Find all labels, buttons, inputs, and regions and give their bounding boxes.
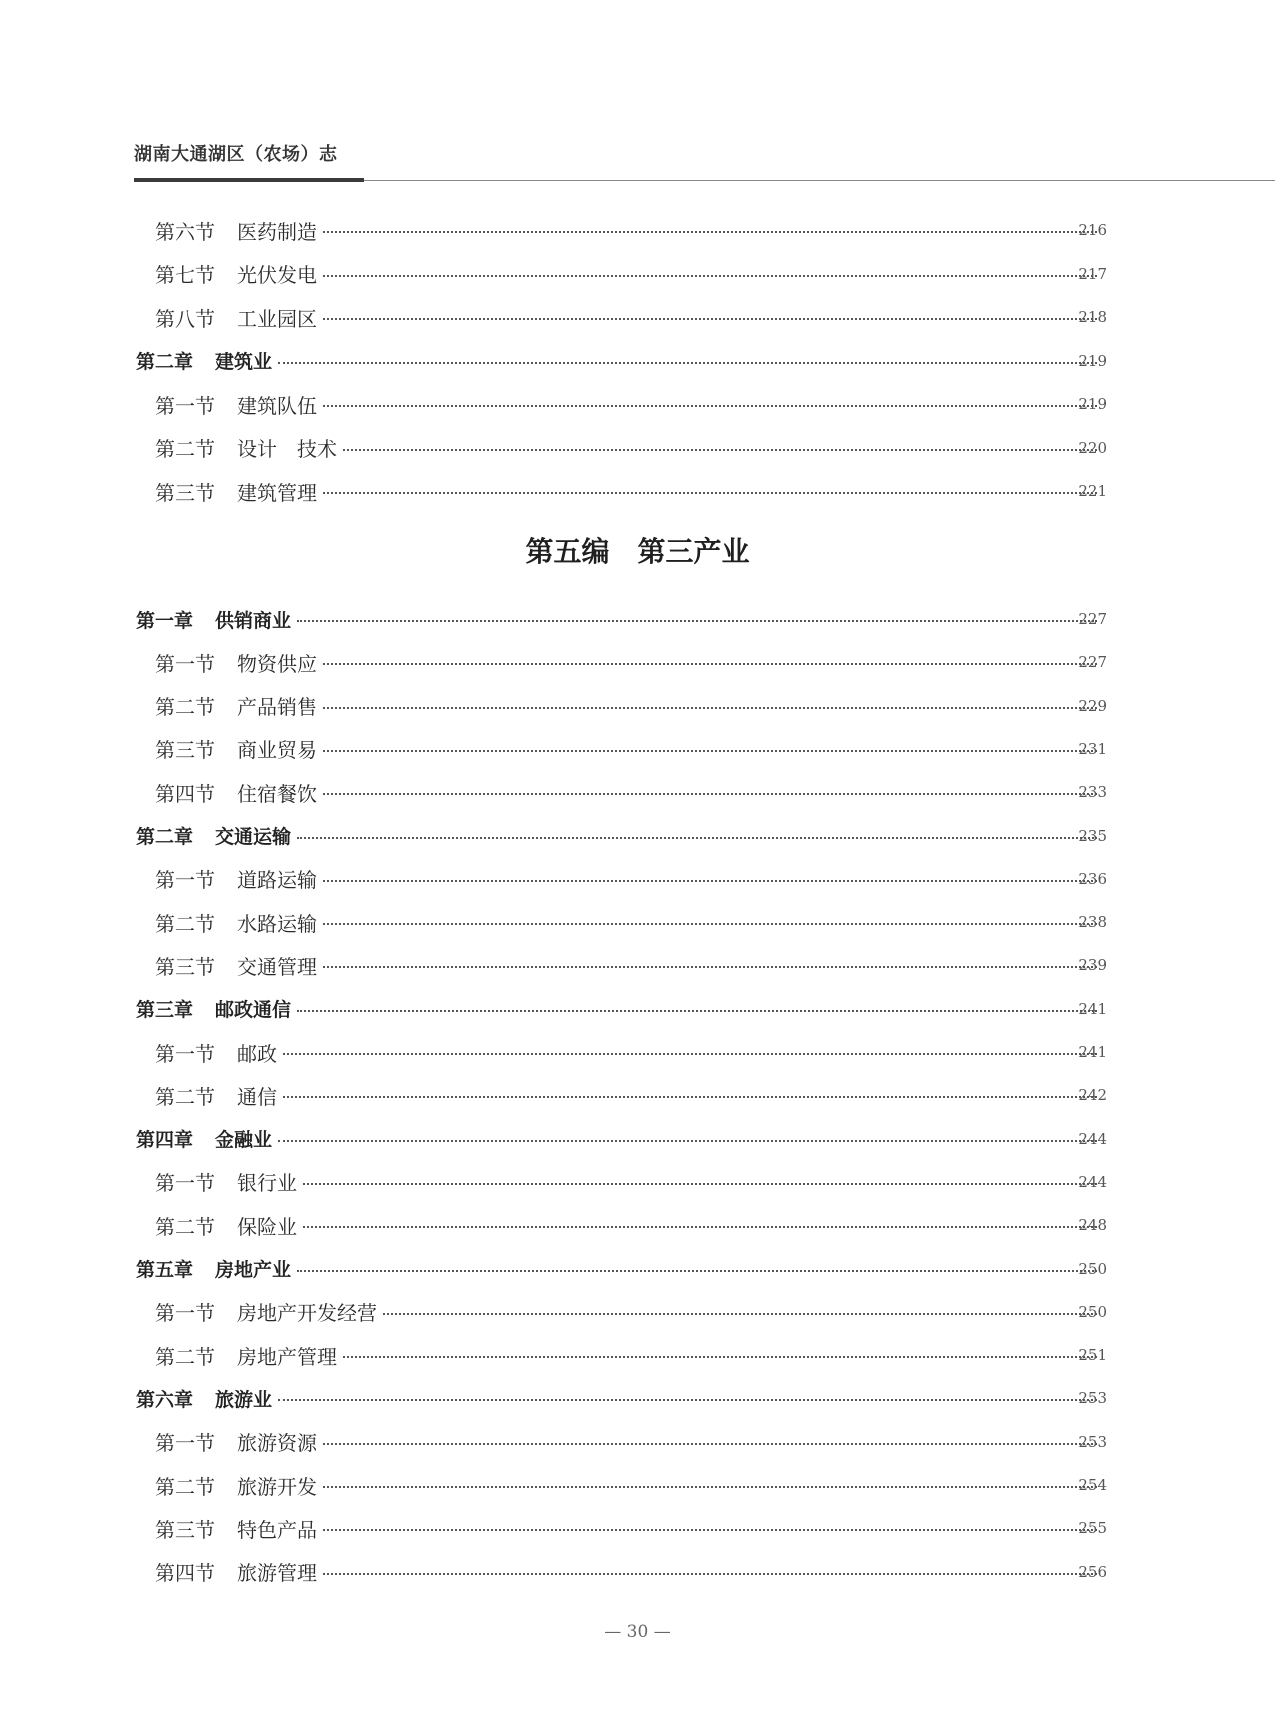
toc-page-number: 241 xyxy=(1078,1043,1107,1061)
dot-leader xyxy=(323,275,1097,277)
part-title xyxy=(0,530,1275,570)
toc-page-number: 251 xyxy=(1078,1346,1107,1365)
toc-entry-title: 建筑队伍 xyxy=(237,393,317,418)
toc-entry-number: 第二节 xyxy=(155,911,215,936)
toc-section-entry[interactable] xyxy=(0,302,1275,332)
toc-page-number: 219 xyxy=(1078,395,1107,413)
toc-entry-number: 第八节 xyxy=(155,306,215,331)
toc-chapter-entry[interactable] xyxy=(0,1124,1275,1154)
toc-entry-label xyxy=(155,691,317,720)
toc-entry-label xyxy=(155,390,317,419)
toc-page-number: 239 xyxy=(1078,956,1107,975)
toc-entry-title: 交通管理 xyxy=(237,954,317,979)
toc-section-entry[interactable] xyxy=(0,777,1275,807)
toc-entry-title: 保险业 xyxy=(237,1214,297,1239)
dot-leader xyxy=(278,1399,1097,1401)
toc-entry-number: 第三节 xyxy=(155,480,215,505)
toc-entry-title: 供销商业 xyxy=(215,609,292,632)
dot-leader xyxy=(323,880,1097,882)
dot-leader xyxy=(343,449,1097,451)
toc-entry-number: 第四节 xyxy=(155,781,215,806)
toc-page-number: 227 xyxy=(1078,610,1107,628)
dot-leader xyxy=(323,231,1097,233)
toc-entry-title: 产品销售 xyxy=(237,695,317,720)
toc-page-number: 241 xyxy=(1078,999,1107,1018)
toc-chapter-entry[interactable] xyxy=(0,346,1275,376)
toc-section-entry[interactable] xyxy=(0,389,1275,419)
toc-section-entry[interactable] xyxy=(0,864,1275,894)
toc-entry-title: 医药制造 xyxy=(237,219,317,244)
toc-section-entry[interactable] xyxy=(0,1470,1275,1500)
toc-entry-number: 第五章 xyxy=(136,1259,194,1281)
toc-section-entry[interactable] xyxy=(0,1297,1275,1327)
toc-entry-number: 第一节 xyxy=(155,1171,215,1196)
toc-entry-title: 道路运输 xyxy=(237,868,317,893)
toc-entry-title: 商业贸易 xyxy=(237,738,317,763)
toc-entry-number: 第二节 xyxy=(155,695,215,720)
toc-entry-title: 特色产品 xyxy=(237,1517,317,1542)
toc-entry-label xyxy=(155,1038,277,1067)
header-rule-accent xyxy=(134,178,364,182)
toc-entry-number: 第三节 xyxy=(155,1517,215,1542)
toc-chapter-entry[interactable] xyxy=(0,604,1275,634)
toc-entry-title: 住宿餐饮 xyxy=(237,781,317,806)
toc-page-number: 244 xyxy=(1078,1172,1107,1191)
toc-entry-label xyxy=(155,303,317,332)
toc-section-entry[interactable] xyxy=(0,1037,1275,1067)
toc-section-entry[interactable] xyxy=(0,1427,1275,1457)
toc-entry-number: 第一节 xyxy=(155,651,215,676)
toc-entry-label xyxy=(155,1211,297,1240)
toc-chapter-entry[interactable] xyxy=(0,821,1275,851)
toc-entry-title: 房地产开发经营 xyxy=(237,1301,377,1326)
toc-entry-label xyxy=(155,1471,317,1500)
toc-entry-label xyxy=(136,1255,291,1282)
dot-leader xyxy=(297,1010,1097,1012)
toc-entry-number: 第三节 xyxy=(155,738,215,763)
toc-entry-number: 第二节 xyxy=(155,1474,215,1499)
toc-entry-label xyxy=(155,216,317,245)
toc-entry-number: 第一节 xyxy=(155,1301,215,1326)
toc-entry-label xyxy=(155,778,317,807)
dot-leader xyxy=(297,1270,1097,1272)
dot-leader xyxy=(297,620,1097,622)
toc-entry-number: 第三节 xyxy=(155,954,215,979)
toc-entry-title: 房地产管理 xyxy=(237,1344,337,1369)
toc-page-number: 244 xyxy=(1078,1129,1107,1148)
toc-page-number: 216 xyxy=(1078,221,1107,239)
toc-entry-title: 物资供应 xyxy=(237,651,317,676)
toc-page-number: 235 xyxy=(1078,826,1107,845)
dot-leader xyxy=(323,923,1097,925)
toc-section-entry[interactable] xyxy=(0,215,1275,245)
toc-entry-number: 第七节 xyxy=(155,263,215,287)
toc-entry-number: 第四节 xyxy=(155,1561,215,1586)
toc-entry-number: 第一节 xyxy=(155,868,215,893)
toc-entry-label xyxy=(155,734,317,763)
toc-page-number: 233 xyxy=(1078,783,1107,802)
toc-page-number: 227 xyxy=(1078,653,1107,672)
toc-entry-title: 水路运输 xyxy=(237,911,317,936)
toc-page-number: 250 xyxy=(1078,1259,1107,1278)
toc-section-entry[interactable] xyxy=(0,1557,1275,1587)
toc-entry-number: 第四章 xyxy=(136,1129,194,1152)
toc-entry-label xyxy=(155,1557,317,1586)
toc-section-entry[interactable] xyxy=(0,1513,1275,1543)
part-name: 第三产业 xyxy=(637,535,750,568)
dot-leader xyxy=(303,1226,1097,1228)
dot-leader xyxy=(323,966,1097,968)
dot-leader xyxy=(323,318,1097,320)
dot-leader xyxy=(323,793,1097,795)
toc-entry-title: 旅游资源 xyxy=(237,1431,317,1456)
toc-entry-label xyxy=(136,822,291,849)
toc-entry-number: 第一节 xyxy=(155,1431,215,1456)
toc-page-number: 220 xyxy=(1078,438,1107,457)
toc-entry-label xyxy=(155,648,317,677)
toc-chapter-entry[interactable] xyxy=(0,994,1275,1024)
toc-entry-label xyxy=(136,347,272,374)
toc-page-number: 219 xyxy=(1078,351,1107,370)
dot-leader xyxy=(323,405,1097,407)
dot-leader xyxy=(297,837,1097,839)
toc-entry-title: 银行业 xyxy=(237,1171,297,1196)
dot-leader xyxy=(303,1183,1097,1185)
toc-entry-title: 邮政 xyxy=(237,1041,277,1066)
toc-entry-title: 建筑管理 xyxy=(237,480,317,505)
dot-leader xyxy=(278,1140,1097,1142)
toc-entry-label xyxy=(155,1514,317,1543)
toc-entry-label xyxy=(155,477,317,506)
part-number: 第五编 xyxy=(525,535,610,568)
toc-entry-number: 第六节 xyxy=(155,219,215,244)
toc-entry-label xyxy=(136,1385,272,1412)
toc-entry-number: 第一节 xyxy=(155,393,215,418)
toc-entry-title: 金融业 xyxy=(215,1129,273,1152)
toc-page-number: 256 xyxy=(1078,1562,1107,1581)
toc-page-number: 248 xyxy=(1078,1216,1107,1235)
toc-page-number: 231 xyxy=(1078,739,1107,758)
toc-page-number: 254 xyxy=(1078,1476,1107,1494)
toc-entry-number: 第一章 xyxy=(136,609,194,632)
toc-entry-title: 设计 技术 xyxy=(237,437,337,461)
dot-leader xyxy=(323,1529,1097,1531)
toc-page-number: 229 xyxy=(1078,696,1107,715)
dot-leader xyxy=(323,707,1097,709)
dot-leader xyxy=(323,1443,1097,1445)
toc-entry-number: 第二节 xyxy=(155,1084,215,1109)
toc-section-entry[interactable] xyxy=(0,259,1275,289)
toc-entry-title: 光伏发电 xyxy=(237,263,317,287)
toc-entry-label xyxy=(155,1427,317,1456)
toc-section-entry[interactable] xyxy=(0,1210,1275,1240)
toc-section-entry[interactable] xyxy=(0,647,1275,677)
toc-page-number: 255 xyxy=(1078,1519,1107,1538)
toc-section-entry[interactable] xyxy=(0,907,1275,937)
toc-entry-label xyxy=(136,995,291,1022)
running-title: 湖南大通湖区（农场）志 xyxy=(134,144,338,165)
toc-page-number: 238 xyxy=(1078,913,1107,932)
toc-entry-number: 第六章 xyxy=(136,1388,194,1411)
toc-entry-label xyxy=(136,606,291,633)
dot-leader xyxy=(278,362,1097,364)
dot-leader xyxy=(323,663,1097,665)
toc-page-number: 250 xyxy=(1078,1302,1107,1321)
toc-chapter-entry[interactable] xyxy=(0,1254,1275,1284)
toc-page-number: 221 xyxy=(1078,482,1107,500)
toc-entry-title: 工业园区 xyxy=(237,306,317,331)
toc-entry-number: 第三章 xyxy=(136,999,194,1022)
toc-page-number: 253 xyxy=(1078,1389,1107,1408)
dot-leader xyxy=(323,750,1097,752)
toc-entry-number: 第一节 xyxy=(155,1041,215,1066)
dot-leader xyxy=(323,1573,1097,1575)
toc-page-number: 218 xyxy=(1078,308,1107,326)
dot-leader xyxy=(383,1313,1097,1315)
toc-section-entry[interactable] xyxy=(0,476,1275,506)
toc-entry-title: 旅游管理 xyxy=(237,1561,317,1586)
toc-section-entry[interactable] xyxy=(0,433,1275,463)
toc-page-number: 242 xyxy=(1078,1086,1107,1105)
toc-entry-label xyxy=(155,1297,377,1326)
toc-entry-label xyxy=(155,951,317,980)
toc-entry-number: 第二节 xyxy=(155,437,215,461)
toc-entry-title: 交通运输 xyxy=(215,826,292,848)
toc-entry-number: 第二章 xyxy=(136,351,194,373)
toc-section-entry[interactable] xyxy=(0,691,1275,721)
toc-entry-number: 第二节 xyxy=(155,1214,215,1239)
toc-entry-label xyxy=(155,1167,297,1196)
toc-entry-title: 旅游业 xyxy=(215,1388,273,1411)
toc-chapter-entry[interactable] xyxy=(0,1383,1275,1413)
toc-section-entry[interactable] xyxy=(0,950,1275,980)
toc-page-number: 253 xyxy=(1078,1432,1107,1451)
dot-leader xyxy=(323,492,1097,494)
toc-entry-number: 第二节 xyxy=(155,1344,215,1369)
toc-entry-label xyxy=(155,433,337,462)
toc-entry-label xyxy=(155,259,317,288)
toc-page-number: 217 xyxy=(1078,264,1107,283)
toc-section-entry[interactable] xyxy=(0,1167,1275,1197)
dot-leader xyxy=(343,1356,1097,1358)
toc-entry-title: 旅游开发 xyxy=(237,1474,317,1499)
toc-entry-label xyxy=(155,1081,277,1110)
page-number: — 30 — xyxy=(604,1622,671,1642)
toc-entry-label xyxy=(155,908,317,937)
dot-leader xyxy=(283,1053,1097,1055)
dot-leader xyxy=(283,1096,1097,1098)
toc-section-entry[interactable] xyxy=(0,734,1275,764)
toc-entry-label xyxy=(136,1125,272,1152)
toc-entry-label xyxy=(155,1341,337,1370)
dot-leader xyxy=(323,1486,1097,1488)
toc-entry-label xyxy=(155,864,317,893)
toc-entry-title: 建筑业 xyxy=(215,351,273,373)
toc-entry-title: 房地产业 xyxy=(215,1259,292,1281)
toc-entry-title: 通信 xyxy=(237,1084,277,1109)
toc-entry-number: 第二章 xyxy=(136,826,194,848)
toc-entry-title: 邮政通信 xyxy=(215,999,292,1022)
toc-section-entry[interactable] xyxy=(0,1340,1275,1370)
toc-section-entry[interactable] xyxy=(0,1080,1275,1110)
toc-page-number: 236 xyxy=(1078,869,1107,888)
